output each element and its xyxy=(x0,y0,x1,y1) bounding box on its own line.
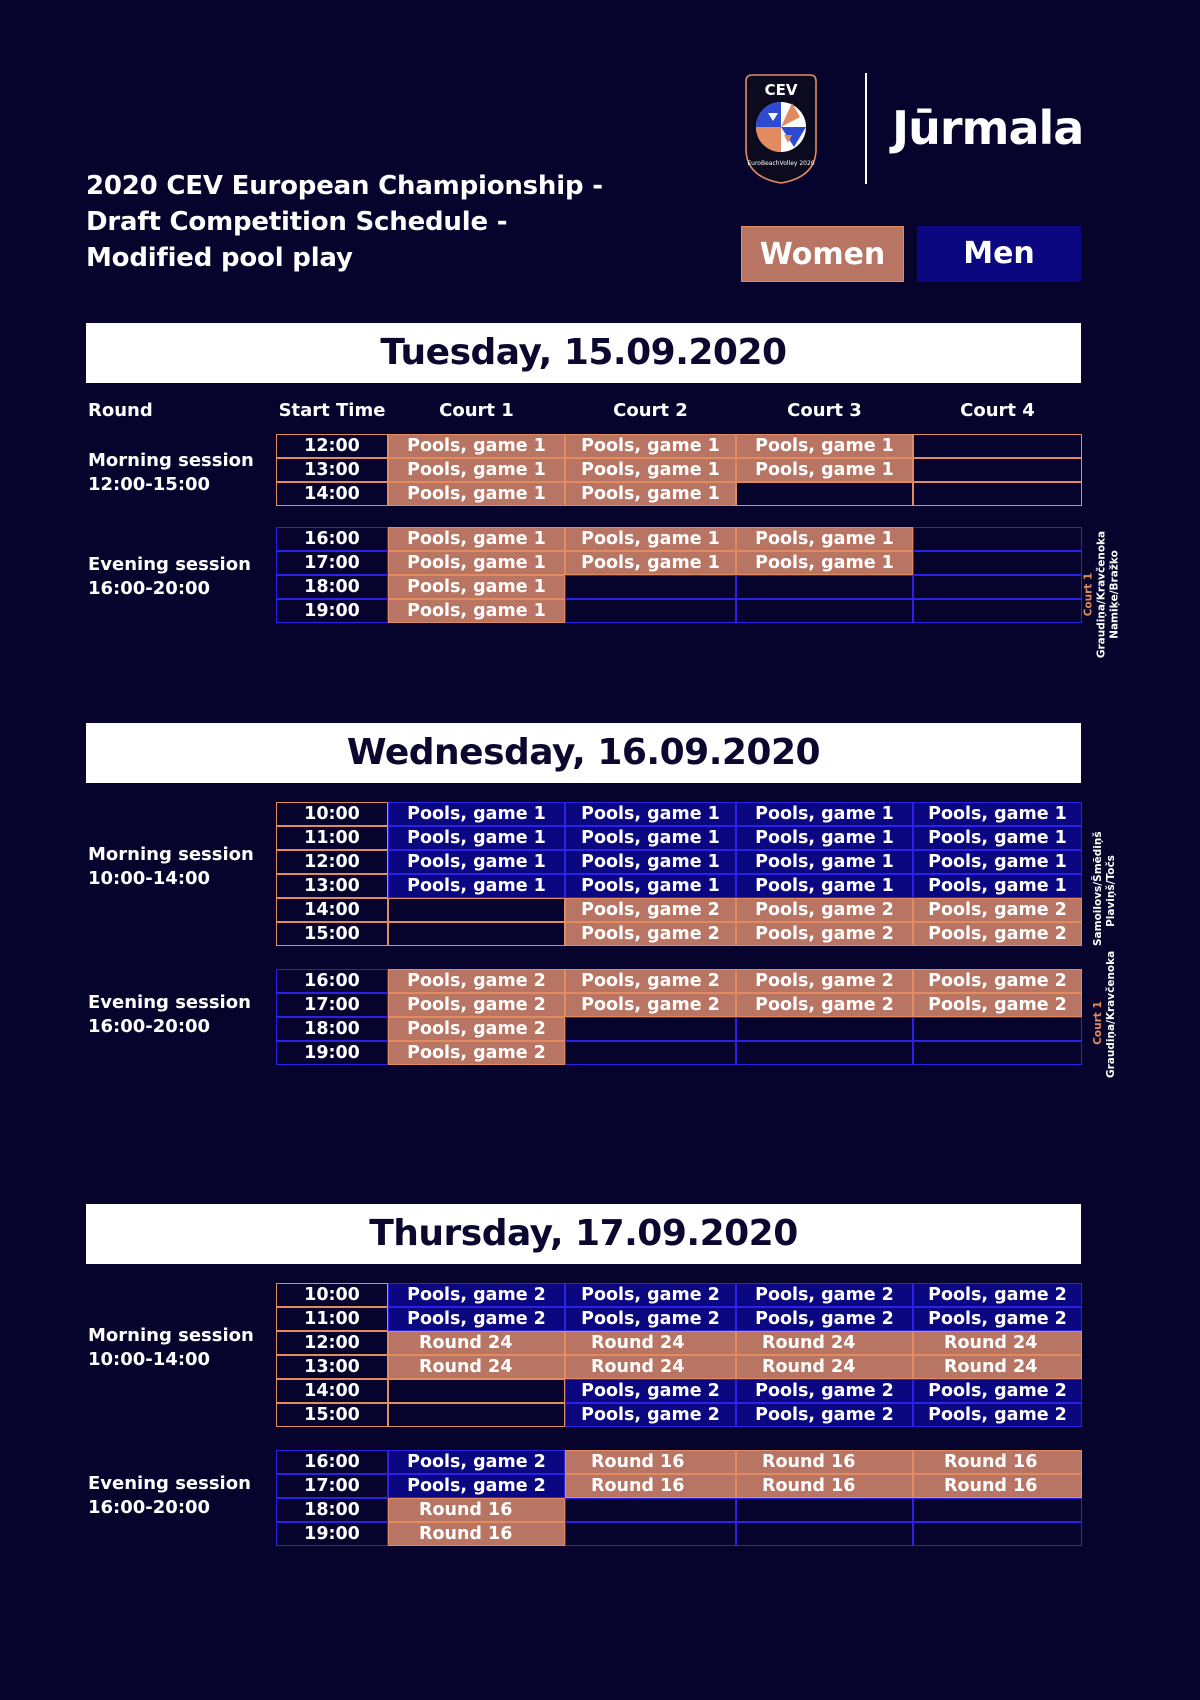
start-time-cell: 11:00 xyxy=(276,1307,388,1331)
court-4-cell xyxy=(913,1498,1082,1522)
court-2-cell xyxy=(565,1017,736,1041)
court-4-cell xyxy=(913,599,1082,623)
court-1-cell: Round 24 xyxy=(388,1331,565,1355)
court-4-cell xyxy=(913,434,1082,458)
court-3-cell: Pools, game 1 xyxy=(736,826,913,850)
header-divider xyxy=(865,73,867,184)
court-2-cell xyxy=(565,1041,736,1065)
court-2-cell: Pools, game 1 xyxy=(565,434,736,458)
court-4-cell: Pools, game 1 xyxy=(913,874,1082,898)
court-4-cell xyxy=(913,1017,1082,1041)
title-line-2: Draft Competition Schedule - xyxy=(86,207,508,237)
start-time-cell: 19:00 xyxy=(276,1522,388,1546)
start-time-cell: 16:00 xyxy=(276,527,388,551)
court-3-cell: Round 16 xyxy=(736,1474,913,1498)
court-2-cell: Pools, game 1 xyxy=(565,527,736,551)
court-4-cell: Pools, game 2 xyxy=(913,993,1082,1017)
court-4-cell: Pools, game 2 xyxy=(913,922,1082,946)
court-4-cell: Pools, game 1 xyxy=(913,850,1082,874)
session-label: Evening session 16:00-20:00 xyxy=(88,1473,251,1518)
court-3-cell: Pools, game 2 xyxy=(736,969,913,993)
court-2-cell: Round 24 xyxy=(565,1355,736,1379)
court-4-cell: Pools, game 2 xyxy=(913,1307,1082,1331)
start-time-cell: 15:00 xyxy=(276,922,388,946)
start-time-cell: 11:00 xyxy=(276,826,388,850)
court-1-cell: Pools, game 1 xyxy=(388,527,565,551)
start-time-cell: 14:00 xyxy=(276,898,388,922)
start-time-cell: 17:00 xyxy=(276,551,388,575)
legend-men: Men xyxy=(917,226,1081,282)
session-label: Evening session 16:00-20:00 xyxy=(88,992,251,1037)
court-1-cell: Pools, game 1 xyxy=(388,826,565,850)
court-1-cell: Pools, game 2 xyxy=(388,1474,565,1498)
court-2-cell: Pools, game 2 xyxy=(565,969,736,993)
court-2-cell: Pools, game 1 xyxy=(565,802,736,826)
court-4-cell: Pools, game 2 xyxy=(913,1379,1082,1403)
court-1-cell: Pools, game 1 xyxy=(388,458,565,482)
court-1-cell xyxy=(388,922,565,946)
court-2-cell: Pools, game 2 xyxy=(565,1283,736,1307)
court-3-cell xyxy=(736,1017,913,1041)
court-1-cell: Pools, game 2 xyxy=(388,1450,565,1474)
start-time-cell: 12:00 xyxy=(276,850,388,874)
court-1-cell: Round 24 xyxy=(388,1355,565,1379)
side-note-3: Court 1 Graudiņa/Kravčenoka xyxy=(1092,950,1117,1078)
side-note-2: Samoilovs/Šmēdiņš Plaviņš/Točs xyxy=(1092,831,1117,946)
court-3-cell: Pools, game 1 xyxy=(736,802,913,826)
court-3-cell: Round 24 xyxy=(736,1355,913,1379)
court-3-cell: Pools, game 1 xyxy=(736,527,913,551)
court-3-cell: Pools, game 1 xyxy=(736,551,913,575)
court-4-cell: Round 24 xyxy=(913,1355,1082,1379)
start-time-cell: 14:00 xyxy=(276,1379,388,1403)
start-time-cell: 16:00 xyxy=(276,1450,388,1474)
col-court-4: Court 4 xyxy=(960,400,1035,421)
start-time-cell: 13:00 xyxy=(276,874,388,898)
session-label: Evening session 16:00-20:00 xyxy=(88,554,251,599)
court-1-cell: Pools, game 1 xyxy=(388,850,565,874)
start-time-cell: 18:00 xyxy=(276,1498,388,1522)
court-4-cell: Pools, game 2 xyxy=(913,1403,1082,1427)
court-2-cell: Pools, game 1 xyxy=(565,458,736,482)
start-time-cell: 19:00 xyxy=(276,599,388,623)
court-2-cell: Pools, game 2 xyxy=(565,898,736,922)
court-3-cell: Pools, game 2 xyxy=(736,1307,913,1331)
court-1-cell: Pools, game 2 xyxy=(388,1041,565,1065)
start-time-cell: 12:00 xyxy=(276,1331,388,1355)
start-time-cell: 10:00 xyxy=(276,802,388,826)
court-4-cell xyxy=(913,551,1082,575)
start-time-cell: 18:00 xyxy=(276,1017,388,1041)
court-1-cell: Pools, game 2 xyxy=(388,1283,565,1307)
court-4-cell: Pools, game 2 xyxy=(913,1283,1082,1307)
logo-cev-text: CEV xyxy=(764,81,798,99)
court-2-cell: Round 24 xyxy=(565,1331,736,1355)
court-3-cell: Pools, game 1 xyxy=(736,850,913,874)
court-4-cell: Round 16 xyxy=(913,1450,1082,1474)
court-4-cell xyxy=(913,482,1082,506)
col-round: Round xyxy=(88,400,153,421)
court-1-cell: Pools, game 2 xyxy=(388,993,565,1017)
court-2-cell: Pools, game 1 xyxy=(565,551,736,575)
start-time-cell: 10:00 xyxy=(276,1283,388,1307)
court-3-cell xyxy=(736,599,913,623)
start-time-cell: 13:00 xyxy=(276,1355,388,1379)
court-4-cell: Pools, game 2 xyxy=(913,969,1082,993)
court-3-cell: Pools, game 2 xyxy=(736,898,913,922)
court-1-cell: Pools, game 2 xyxy=(388,1017,565,1041)
day-title-3: Thursday, 17.09.2020 xyxy=(86,1204,1081,1264)
court-1-cell: Pools, game 2 xyxy=(388,1307,565,1331)
court-1-cell xyxy=(388,898,565,922)
court-2-cell: Pools, game 2 xyxy=(565,993,736,1017)
start-time-cell: 17:00 xyxy=(276,1474,388,1498)
court-2-cell: Round 16 xyxy=(565,1450,736,1474)
court-3-cell: Pools, game 2 xyxy=(736,993,913,1017)
legend-women: Women xyxy=(741,226,904,282)
court-4-cell xyxy=(913,458,1082,482)
court-4-cell xyxy=(913,1522,1082,1546)
court-3-cell xyxy=(736,1498,913,1522)
court-1-cell: Pools, game 1 xyxy=(388,434,565,458)
day-title-2: Wednesday, 16.09.2020 xyxy=(86,723,1081,783)
court-4-cell: Round 16 xyxy=(913,1474,1082,1498)
court-4-cell: Pools, game 1 xyxy=(913,826,1082,850)
start-time-cell: 14:00 xyxy=(276,482,388,506)
court-2-cell: Pools, game 1 xyxy=(565,826,736,850)
col-court-2: Court 2 xyxy=(613,400,688,421)
title-line-1: 2020 CEV European Championship - xyxy=(86,171,603,201)
start-time-cell: 15:00 xyxy=(276,1403,388,1427)
title-line-3: Modified pool play xyxy=(86,243,353,273)
court-1-cell xyxy=(388,1403,565,1427)
court-3-cell: Pools, game 1 xyxy=(736,874,913,898)
court-2-cell: Pools, game 2 xyxy=(565,922,736,946)
court-3-cell: Pools, game 2 xyxy=(736,1283,913,1307)
court-2-cell: Pools, game 1 xyxy=(565,482,736,506)
start-time-cell: 12:00 xyxy=(276,434,388,458)
court-1-cell xyxy=(388,1379,565,1403)
court-1-cell: Pools, game 1 xyxy=(388,575,565,599)
city-name: Jūrmala xyxy=(892,101,1084,155)
court-3-cell: Pools, game 2 xyxy=(736,922,913,946)
court-2-cell: Pools, game 1 xyxy=(565,850,736,874)
court-3-cell xyxy=(736,1522,913,1546)
court-2-cell xyxy=(565,1498,736,1522)
court-4-cell: Pools, game 1 xyxy=(913,802,1082,826)
court-1-cell: Pools, game 1 xyxy=(388,551,565,575)
start-time-cell: 17:00 xyxy=(276,993,388,1017)
col-start-time: Start Time xyxy=(278,400,386,421)
start-time-cell: 19:00 xyxy=(276,1041,388,1065)
court-2-cell: Pools, game 1 xyxy=(565,874,736,898)
court-4-cell xyxy=(913,1041,1082,1065)
start-time-cell: 16:00 xyxy=(276,969,388,993)
start-time-cell: 13:00 xyxy=(276,458,388,482)
logo-ring-text: EuroBeachVolley 2020 xyxy=(747,160,815,167)
court-1-cell: Pools, game 1 xyxy=(388,482,565,506)
court-3-cell: Pools, game 2 xyxy=(736,1403,913,1427)
court-3-cell: Round 16 xyxy=(736,1450,913,1474)
session-label: Morning session 12:00-15:00 xyxy=(88,450,254,495)
court-2-cell: Pools, game 2 xyxy=(565,1403,736,1427)
day-title-1: Tuesday, 15.09.2020 xyxy=(86,323,1081,383)
court-4-cell: Pools, game 2 xyxy=(913,898,1082,922)
court-3-cell: Pools, game 2 xyxy=(736,1379,913,1403)
court-1-cell: Pools, game 1 xyxy=(388,802,565,826)
session-label: Morning session 10:00-14:00 xyxy=(88,1325,254,1370)
court-3-cell: Round 24 xyxy=(736,1331,913,1355)
court-4-cell xyxy=(913,527,1082,551)
col-court-1: Court 1 xyxy=(439,400,514,421)
court-4-cell xyxy=(913,575,1082,599)
start-time-cell: 18:00 xyxy=(276,575,388,599)
court-1-cell: Pools, game 1 xyxy=(388,874,565,898)
page-title xyxy=(86,168,646,276)
court-3-cell xyxy=(736,482,913,506)
court-4-cell: Round 24 xyxy=(913,1331,1082,1355)
court-3-cell: Pools, game 1 xyxy=(736,458,913,482)
cev-logo-icon xyxy=(740,73,822,185)
court-3-cell: Pools, game 1 xyxy=(736,434,913,458)
court-2-cell: Round 16 xyxy=(565,1474,736,1498)
court-2-cell xyxy=(565,1522,736,1546)
side-note-1: Court 1 Graudiņa/Kravčenoka Namiķe/Bražko xyxy=(1082,530,1121,659)
court-1-cell: Pools, game 2 xyxy=(388,969,565,993)
court-1-cell: Pools, game 1 xyxy=(388,599,565,623)
court-3-cell xyxy=(736,1041,913,1065)
court-2-cell: Pools, game 2 xyxy=(565,1379,736,1403)
court-1-cell: Round 16 xyxy=(388,1498,565,1522)
session-label: Morning session 10:00-14:00 xyxy=(88,844,254,889)
court-2-cell xyxy=(565,575,736,599)
court-3-cell xyxy=(736,575,913,599)
court-1-cell: Round 16 xyxy=(388,1522,565,1546)
court-2-cell xyxy=(565,599,736,623)
col-court-3: Court 3 xyxy=(787,400,862,421)
court-2-cell: Pools, game 2 xyxy=(565,1307,736,1331)
